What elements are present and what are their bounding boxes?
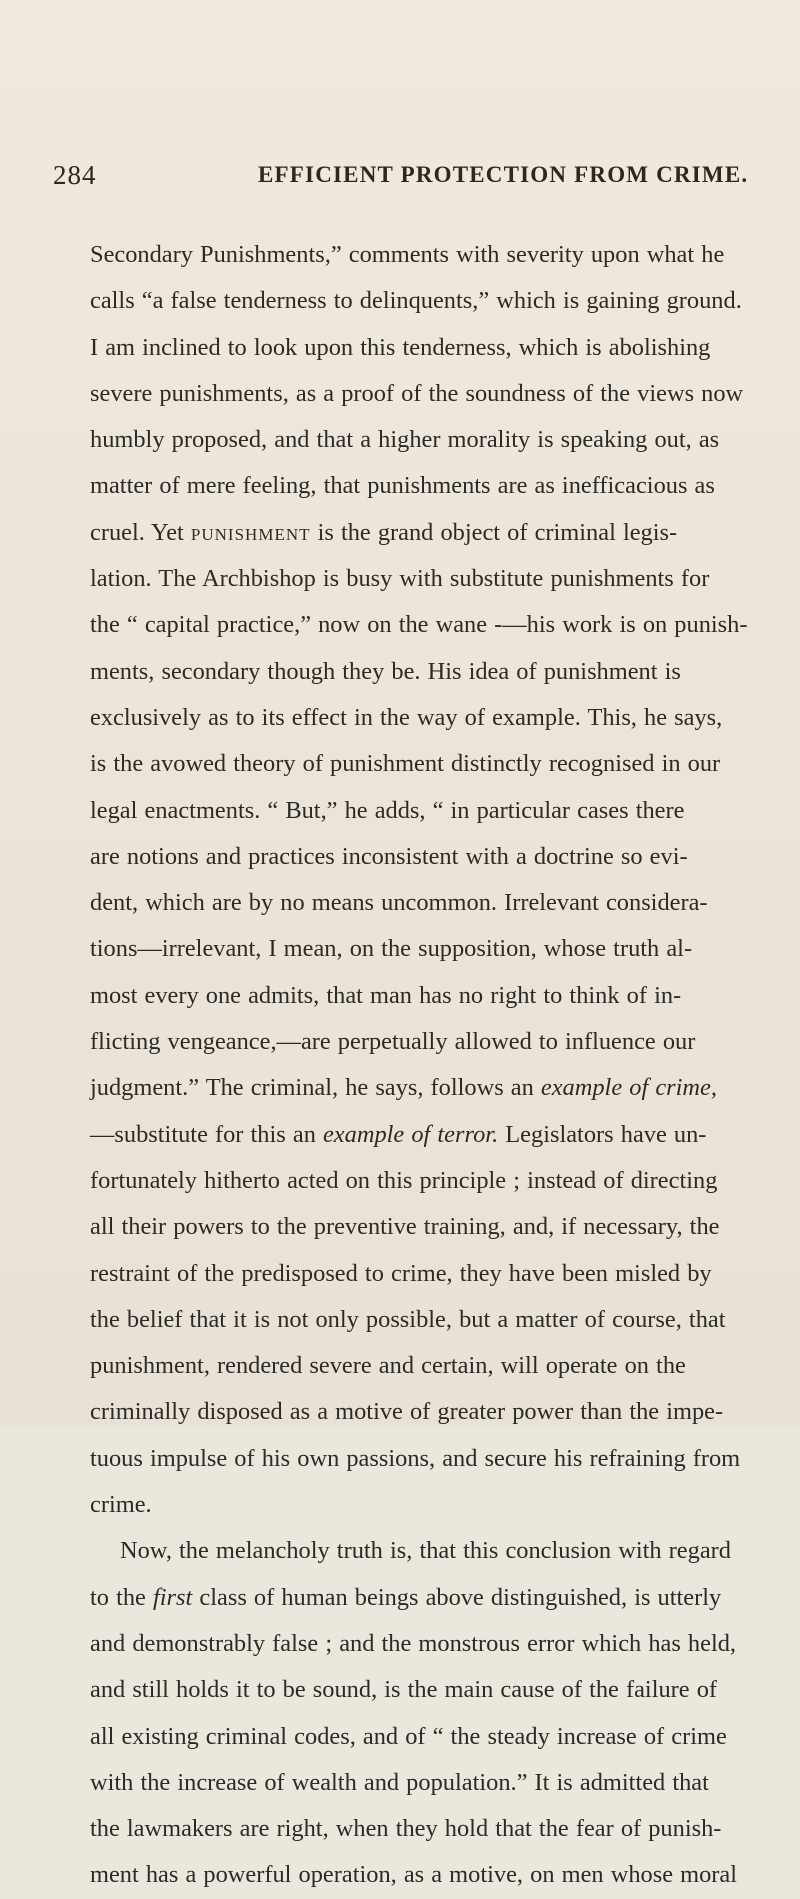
italic-emphasis: example of terror. (322, 1120, 499, 1148)
italic-emphasis: first (152, 1583, 193, 1611)
running-title: EFFICIENT PROTECTION FROM CRIME. (258, 162, 749, 187)
text-segment: is the grand object of criminal legis- (310, 518, 678, 546)
text-segment: to the (90, 1583, 153, 1611)
text-segment: —substitute for this an (90, 1120, 323, 1148)
book-page: 284 EFFICIENT PROTECTION FROM CRIME. Secondary Punishments,” comments with severity upon what he calls “a false tenderness to delinquents,” which is gaining ground. I am inclined to look upon this tenderness, which is abolishing severe punishments, as a proof of the soundness of the views now humbly proposed, and that a higher morality is speaking out, as matter of mere feeling, that punishments are as inefficacious as cruel. Yet punishment is the grand object of criminal legis- lation. The Archbishop is busy with substitute punishments for the “ capital practice,” now on the wane -—his work is on punish- ments, secondary though they be. His idea of punishment is exclusively as to its effect in the way of example. This, he says, is the avowed theory of punishment distinctly recognised in our legal enactments. “ But,” he adds, “ in particular cases there are notions and practices inconsistent with a doctrine so evi- dent, which are by no means uncommon. Irrelevant considera- tions—irrelevant, I mean, on the supposition, whose truth al- most every one admits, that man has no right to think of in- flicting vengeance,—are perpetually allowed to influence our judgment.” The criminal, he says, follows an example of crime, —substitute for this an example of terror. Legislators have un- fortunately hitherto acted on this principle ; instead of directing all their powers to the preventive training, and, if necessary, the restraint of the predisposed to crime, they have been misled by the belief that it is not only possible, but a matter of course, that punishment, rendered severe and certain, will operate on the criminally disposed as a motive of greater power than the impe- tuous impulse of his own passions, and secure his refraining from crime. Now, the melancholy truth is, that this conclusion with regard to the first class of human beings above distinguished, is utterly and demonstrably false ; and the monstrous error which has held, and still holds it to be sound, is the main cause of the failure of all existing criminal codes, and of “ the steady increase of crime with the increase of wealth and population.” It is admitted that the lawmakers are right, when they hold that the fear of punish- ment has a powerful operation, as a motive, on men whose moral (0, 0, 800, 1425)
page-number: 284 (53, 160, 97, 190)
text-segment: judgment.” The criminal, he says, follows an (90, 1074, 541, 1102)
small-caps-emphasis: punishment (190, 518, 311, 546)
text-segment: cruel. Yet (90, 518, 191, 546)
text-segment: class of human beings above distinguished, is utterly (192, 1583, 722, 1611)
paragraph-start-line: Now, the melancholy truth is, that this conclusion with regard (120, 1537, 731, 1565)
running-header (0, 160, 800, 200)
italic-emphasis: example of crime, (540, 1074, 717, 1102)
text-segment: Legislators have un- (498, 1120, 707, 1148)
